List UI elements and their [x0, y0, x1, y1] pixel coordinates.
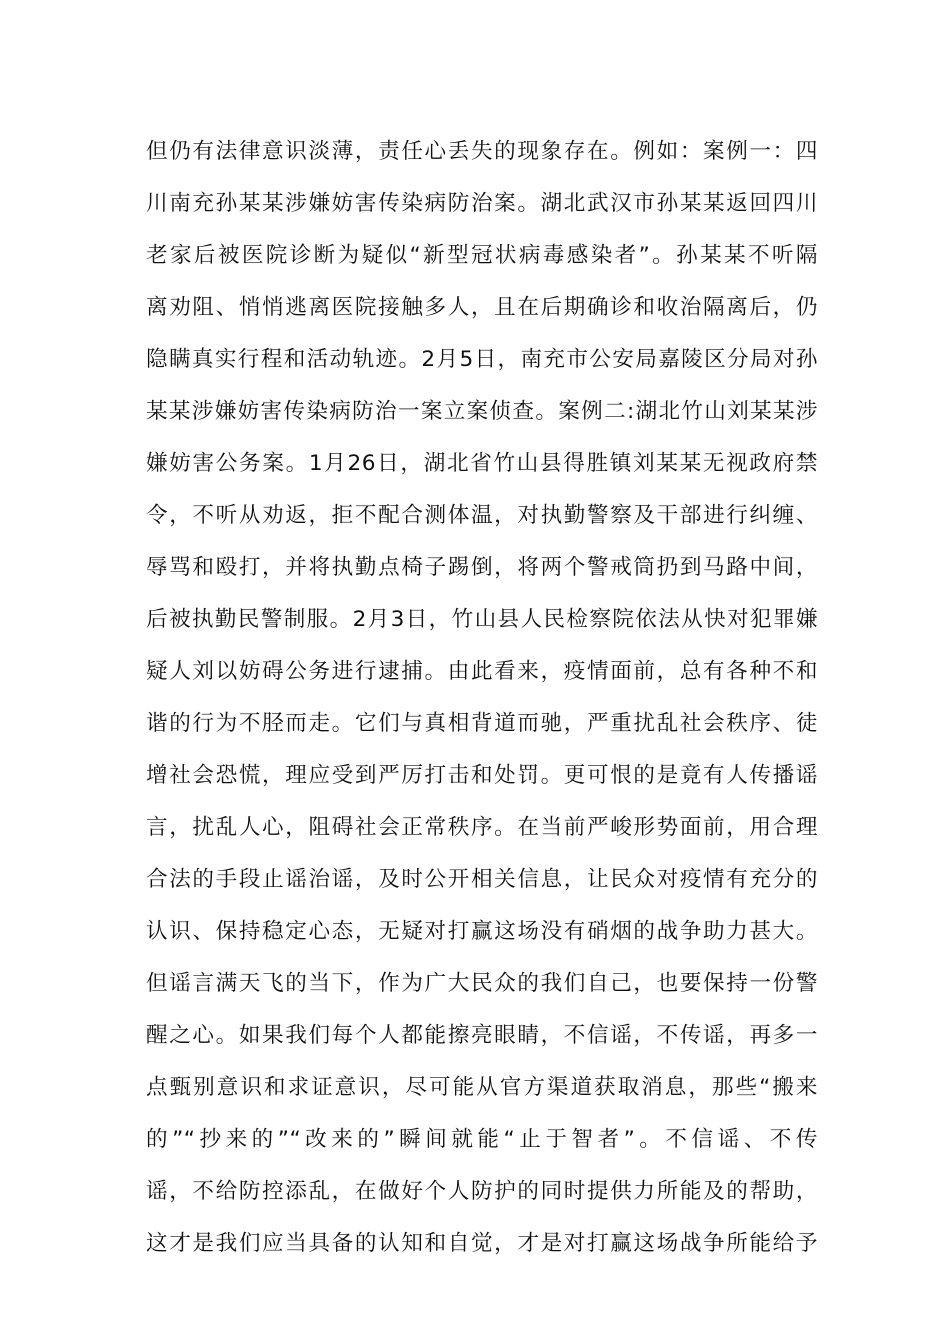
text-line: 认识、保持稳定心态，无疑对打赢这场没有硝烟的战争助力甚大。	[146, 919, 818, 944]
text-line: 后被执勤民警制服。2月3日，竹山县人民检察院依法从快对犯罪嫌	[146, 607, 818, 632]
text-line: 疑人刘以妨碍公务进行逮捕。由此看来，疫情面前，总有各种不和	[146, 659, 818, 684]
text-line: 川南充孙某某涉嫌妨害传染病防治案。湖北武汉市孙某某返回四川	[146, 191, 818, 216]
text-line: 辱骂和殴打，并将执勤点椅子踢倒，将两个警戒筒扔到马路中间，	[146, 555, 818, 580]
text-line: 谣，不给防控添乱，在做好个人防护的同时提供力所能及的帮助，	[146, 1179, 818, 1204]
text-line: 谐的行为不胫而走。它们与真相背道而驰，严重扰乱社会秩序、徒	[146, 711, 818, 736]
text-line: 老家后被医院诊断为疑似“新型冠状病毒感染者”。孙某某不听隔	[146, 243, 818, 268]
text-line: 合法的手段止谣治谣，及时公开相关信息，让民众对疫情有充分的	[146, 867, 818, 892]
text-line: 但仍有法律意识淡薄，责任心丢失的现象存在。例如：案例一：四	[146, 139, 818, 164]
text-line: 离劝阻、悄悄逃离医院接触多人，且在后期确诊和收治隔离后，仍	[146, 295, 818, 320]
text-line: 这才是我们应当具备的认知和自觉，才是对打赢这场战争所能给予	[146, 1231, 818, 1256]
text-line: 的”“抄来的”“改来的”瞬间就能“止于智者”。不信谣、不传	[146, 1127, 818, 1152]
text-line: 某某涉嫌妨害传染病防治一案立案侦查。案例二:湖北竹山刘某某涉	[146, 399, 818, 424]
text-line: 隐瞒真实行程和活动轨迹。2月5日，南充市公安局嘉陵区分局对孙	[146, 347, 818, 372]
text-line: 令，不听从劝返，拒不配合测体温，对执勤警察及干部进行纠缠、	[146, 503, 818, 528]
text-line: 嫌妨害公务案。1月26日，湖北省竹山县得胜镇刘某某无视政府禁	[146, 451, 818, 476]
text-line: 增社会恐慌，理应受到严厉打击和处罚。更可恨的是竟有人传播谣	[146, 763, 818, 788]
body-text	[146, 130, 818, 1274]
text-line: 点甄别意识和求证意识，尽可能从官方渠道获取消息，那些“搬来	[146, 1075, 818, 1100]
text-line: 言，扰乱人心，阻碍社会正常秩序。在当前严峻形势面前，用合理	[146, 815, 818, 840]
text-line: 醒之心。如果我们每个人都能擦亮眼睛，不信谣，不传谣，再多一	[146, 1023, 818, 1048]
text-line: 但谣言满天飞的当下，作为广大民众的我们自己，也要保持一份警	[146, 971, 818, 996]
